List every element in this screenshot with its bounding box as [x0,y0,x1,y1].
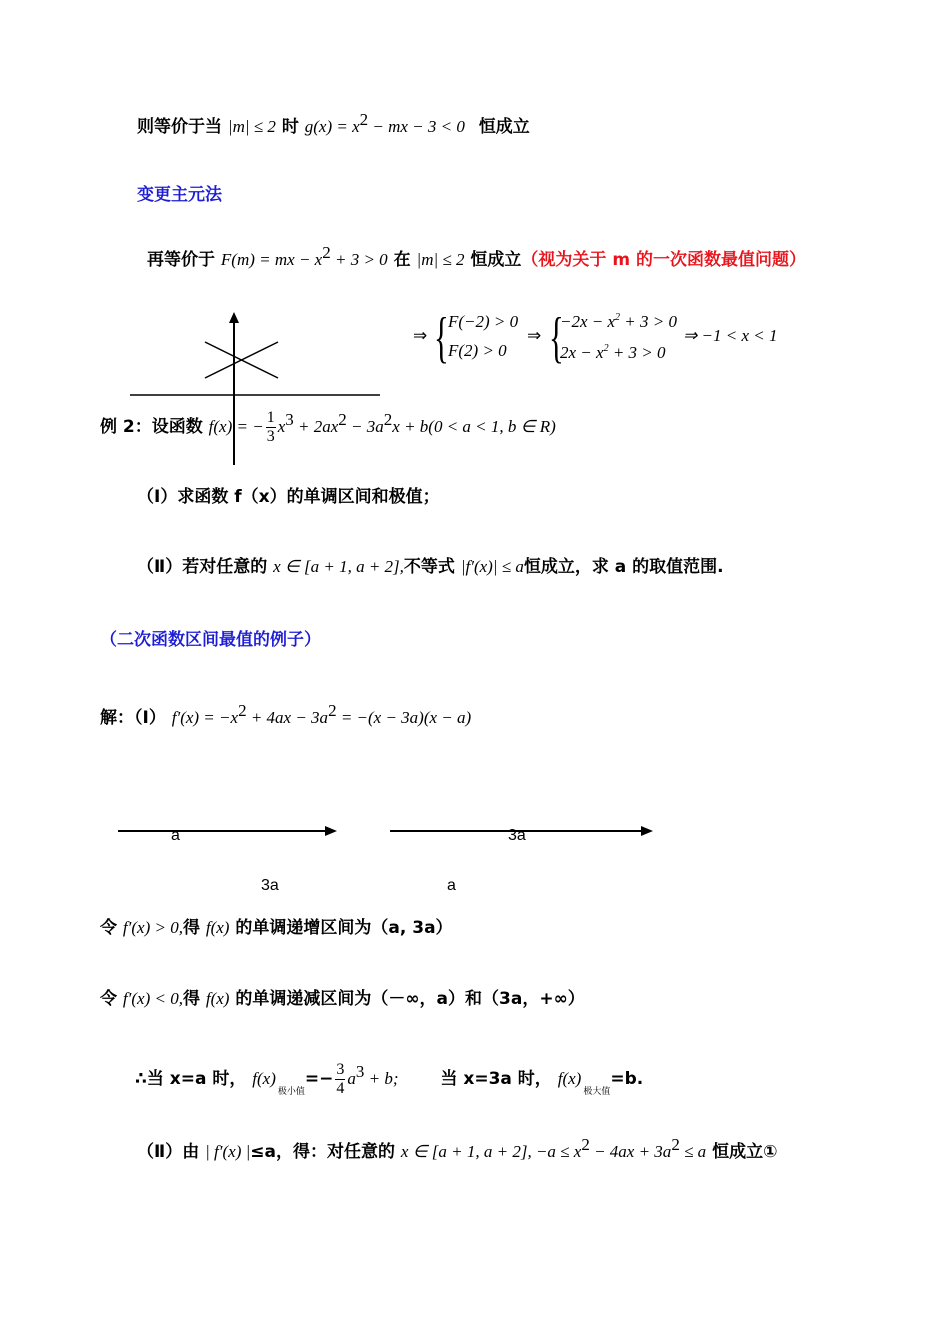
text: x + b(0 < a < 1, b ∈ R) [392,417,556,436]
math-function: f(x) [205,918,230,937]
math-abs: | f′(x) | [205,1142,251,1161]
subscript-max: 极大值 [583,1087,611,1097]
label-left-bottom: 3a [261,877,279,894]
brace-1: { [434,307,449,369]
label-left-top: a [171,827,180,844]
text: + 3 > 0 [608,343,666,362]
text: 2x − x [560,343,604,362]
text: 例 2：设函数 [100,417,203,437]
solution-part-2: （Ⅱ）由 | f′(x) |≤a，得：对任意的 x ∈ [a + 1, a + 2], $-a \le x^2 - 4ax + 3a^2 \le a$ 恒成立① [137,1135,778,1162]
decreasing-interval-line [100,987,585,1011]
math-function: f(x) [557,1069,582,1088]
example-2-statement: 例 2：设函数 f(x) = − $\frac{1}{3}$ $x^3 + 2ax^2 - 3a^2x + b(0 < a < 1$, b ∈ R) [100,408,556,445]
text: ≤a，得：对任意的 [250,1142,395,1162]
text: − 4ax + 3a [589,1142,672,1161]
math-inequality: |f′(x)| ≤ a [460,557,524,576]
numerator: 1 [266,408,275,426]
text: 时 [281,117,299,137]
condition-line-2: 再等价于 F(m) = mx − $x^2 + 3 > 0$ 在 |m| ≤ 2 恒成立（视为关于 m 的一次函数最值问题） [147,243,806,270]
part-1-question: （Ⅰ）求函数 f（x）的单调区间和极值； [137,487,440,507]
implies-arrow-2: ⇒ [527,326,542,345]
denominator: 3 [266,427,275,445]
text: 令 [100,918,117,938]
text: 的单调递减区间为（－∞，a）和（3a，+∞） [235,989,585,1009]
math-expression: + 4ax − 3a [246,708,329,727]
label-right-top: 3a [508,827,526,844]
text: 恒成立 [478,117,530,137]
text: 恒成立① [712,1142,778,1162]
text: + b; [364,1069,399,1088]
denominator: 4 [336,1079,345,1097]
text: x [277,417,286,436]
math-function: f(x) = − [208,417,264,436]
section-heading-change-variable: 变更主元法 [137,185,222,205]
math-function: F(m) = mx − x [220,250,323,269]
text: 不等式 [403,557,455,577]
text: 再等价于 [147,250,215,270]
number-line-right-arrow [641,826,653,836]
text: 恒成立 [470,250,522,270]
text: 得 [182,989,200,1009]
math-condition: |m| ≤ 2 [416,250,465,269]
text: =b. [610,1069,644,1089]
extreme-values-line: ∴当 x=a 时， $f(x)_{极小值}=-$ $\frac{3}{4}$ $a^3 + b$; 当 x=3a 时， $f(x)_{极大值}=b$. [135,1060,644,1097]
math-function-rest: − mx − 3 < 0 [368,117,465,136]
math-condition: f′(x) > 0, [122,918,183,937]
part-2-question [137,555,724,579]
math-range: x ∈ [a + 1, a + 2], −a ≤ x [400,1142,582,1161]
section-heading-quadratic: （二次函数区间最值的例子） [100,630,321,650]
text: + 2ax [293,417,339,436]
text: （Ⅱ）若对任意的 [137,557,268,577]
text: ≤ a [679,1142,707,1161]
number-line-left-arrow [325,826,337,836]
label-right-bottom: a [447,877,456,894]
text: 当 x=3a 时， [440,1069,552,1089]
text: 令 [100,989,117,1009]
numerator: 3 [336,1060,345,1078]
text: + 3 > 0 [620,312,677,331]
math-condition: |m| ≤ 2 [227,117,276,136]
math-function: f(x) [252,1069,276,1088]
text: 得 [182,918,200,938]
text: 解：（Ⅰ） [100,708,166,728]
math-condition: f′(x) < 0, [122,989,183,1008]
condition-line-1: 则等价于当 |m| ≤ 2 时 $g(x) = x^2$ − mx − 3 < 0 恒成立 [137,110,530,137]
text: 的单调递增区间为（a, 3a） [235,918,453,938]
system-row-2a: $-2x - x^2 + 3 > 0$ [560,312,677,331]
math-function-rest: + 3 > 0 [330,250,388,269]
red-note: （视为关于 m 的一次函数最值问题） [521,250,806,270]
system-result: ⇒ −1 < x < 1 [683,326,778,345]
math-expression: f′(x) = −x [171,708,239,727]
system-row-1a: F(−2) > 0 [448,312,519,331]
fraction-one-third [266,409,276,446]
text: ∴当 x=a 时， [135,1069,247,1089]
system-row-1b: F(2) > 0 [448,341,507,360]
brace-2: { [549,307,564,369]
system-row-2b: $2x - x^2 + 3 > 0$ [560,343,666,362]
math-expression: = −(x − 3a)(x − a) [336,708,472,727]
math-function: f(x) [205,989,230,1008]
text: 恒成立，求 a 的取值范围. [523,557,724,577]
fraction-three-quarters [335,1061,345,1098]
implies-arrow-1: ⇒ [413,326,428,345]
text: a [347,1069,356,1088]
y-axis-arrow [229,312,239,323]
text: =− [304,1069,334,1089]
text: − 3a [346,417,384,436]
math-range: x ∈ [a + 1, a + 2], [273,557,404,576]
text: （Ⅱ）由 [137,1142,200,1162]
text: −2x − x [560,312,616,331]
increasing-interval-line [100,916,453,940]
text: 则等价于当 [137,117,222,137]
subscript-min: 极小值 [277,1087,305,1097]
math-function: g(x) = x [304,117,360,136]
text: 在 [393,250,411,270]
solution-part-1: 解：（Ⅰ） $f'(x) = -x^2 + 4ax - 3a^2 = -(x - 3a)(x - a)$ [100,701,472,728]
